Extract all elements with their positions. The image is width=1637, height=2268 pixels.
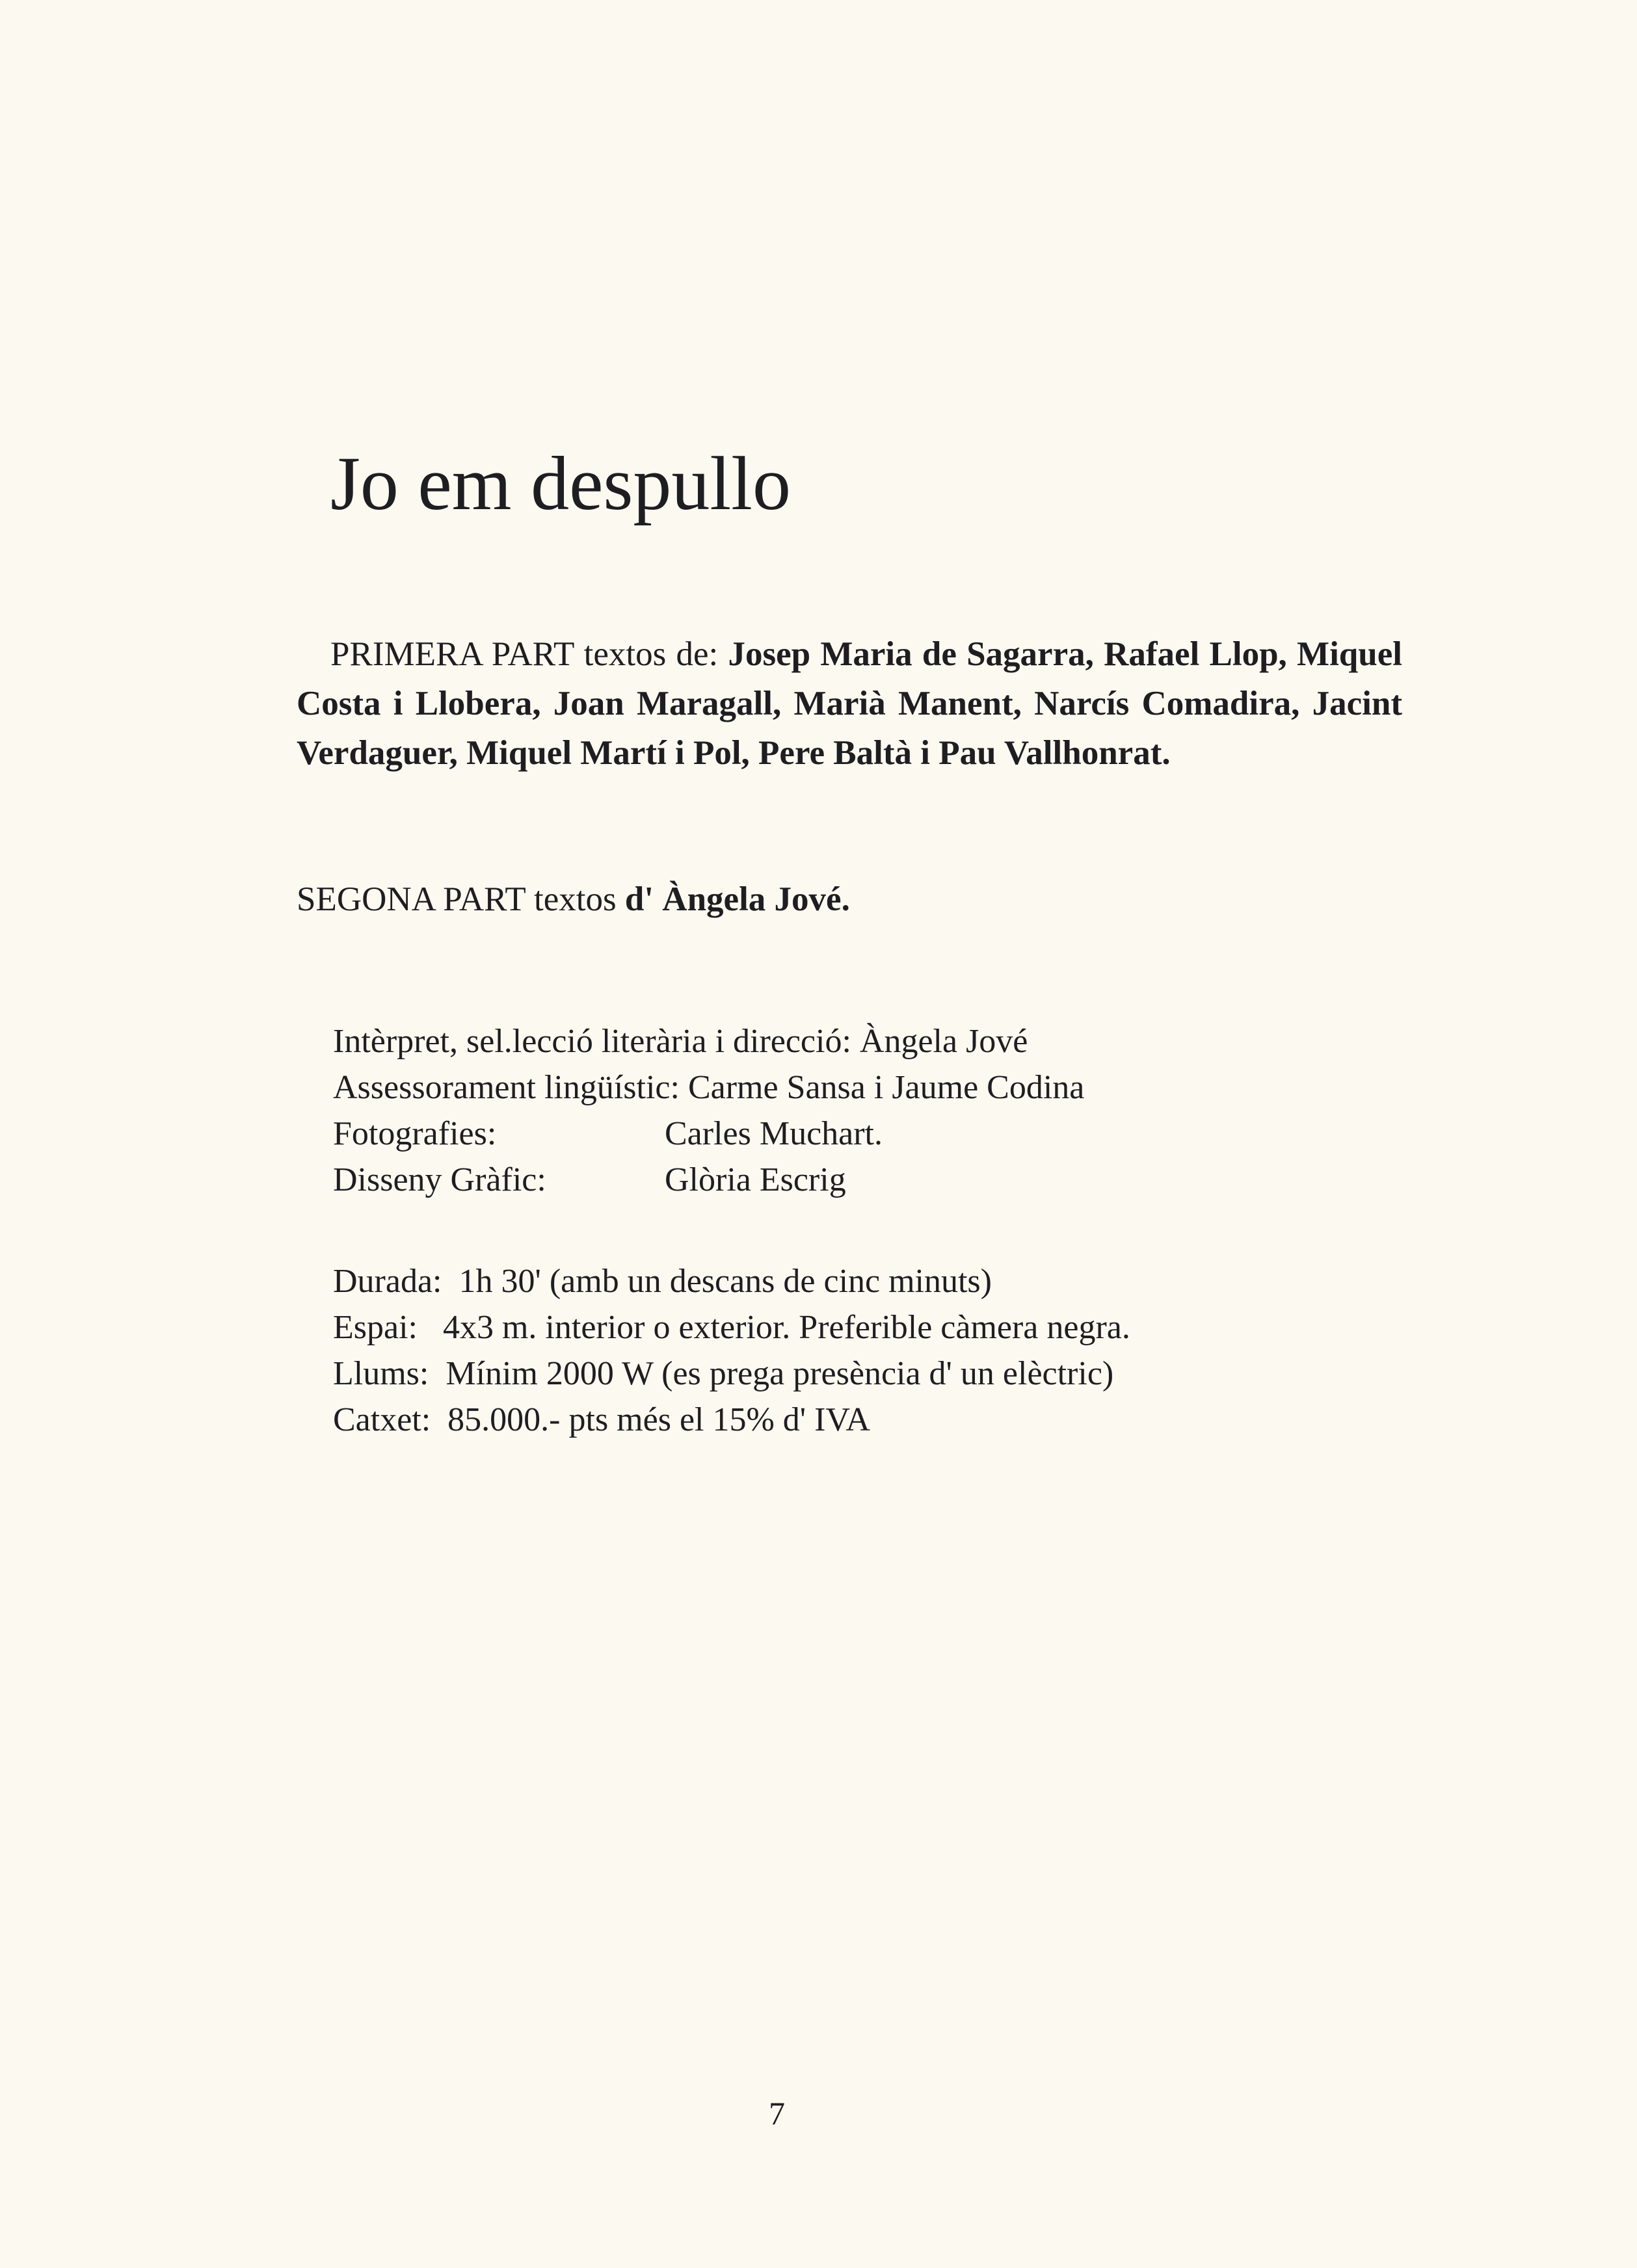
credit-direction: Intèrpret, sel.lecció literària i direcció: Àngela Jové: [333, 1023, 1028, 1060]
spec-space: Espai: 4x3 m. interior o exterior. Preferible càmera negra.: [333, 1309, 1130, 1346]
credit-photos-label: Fotografies:: [333, 1115, 497, 1152]
segona-part-author: d' Àngela Jové.: [624, 880, 850, 918]
credit-design: [333, 1157, 1084, 1203]
primera-part-authors: Josep Maria de Sagarra, Rafael Llop, Miquel Costa i Llobera, Joan Maragall, Marià Manent, Narcís Comadira, Jacint Verdaguer, Miquel Martí i Pol, Pere Baltà i Pau Vallhonrat.: [297, 635, 1403, 772]
spec-duration: Durada: 1h 30' (amb un descans de cinc minuts): [333, 1263, 992, 1300]
spec-lights: Llums: Mínim 2000 W (es prega presència d' un elèctric): [333, 1355, 1114, 1392]
primera-part-label: PRIMERA PART textos de:: [330, 635, 719, 673]
page-number: 7: [769, 2095, 785, 2131]
credit-design-value: Glòria Escrig: [665, 1161, 846, 1198]
primera-part-paragraph: [297, 629, 1402, 778]
credit-design-label: Disseny Gràfic:: [333, 1161, 546, 1198]
page-title: Jo em despullo: [330, 441, 791, 526]
credit-linguistic: Assessorament lingüístic: Carme Sansa i Jaume Codina: [333, 1069, 1085, 1106]
credits-block: [333, 1018, 1084, 1203]
credit-photos-value: Carles Muchart.: [665, 1115, 883, 1152]
segona-part-paragraph: [297, 875, 1402, 924]
specs-block: [333, 1258, 1130, 1443]
segona-part-label: SEGONA PART textos: [297, 880, 617, 918]
credit-photos: [333, 1111, 1084, 1157]
spec-fee: Catxet: 85.000.- pts més el 15% d' IVA: [333, 1401, 870, 1438]
